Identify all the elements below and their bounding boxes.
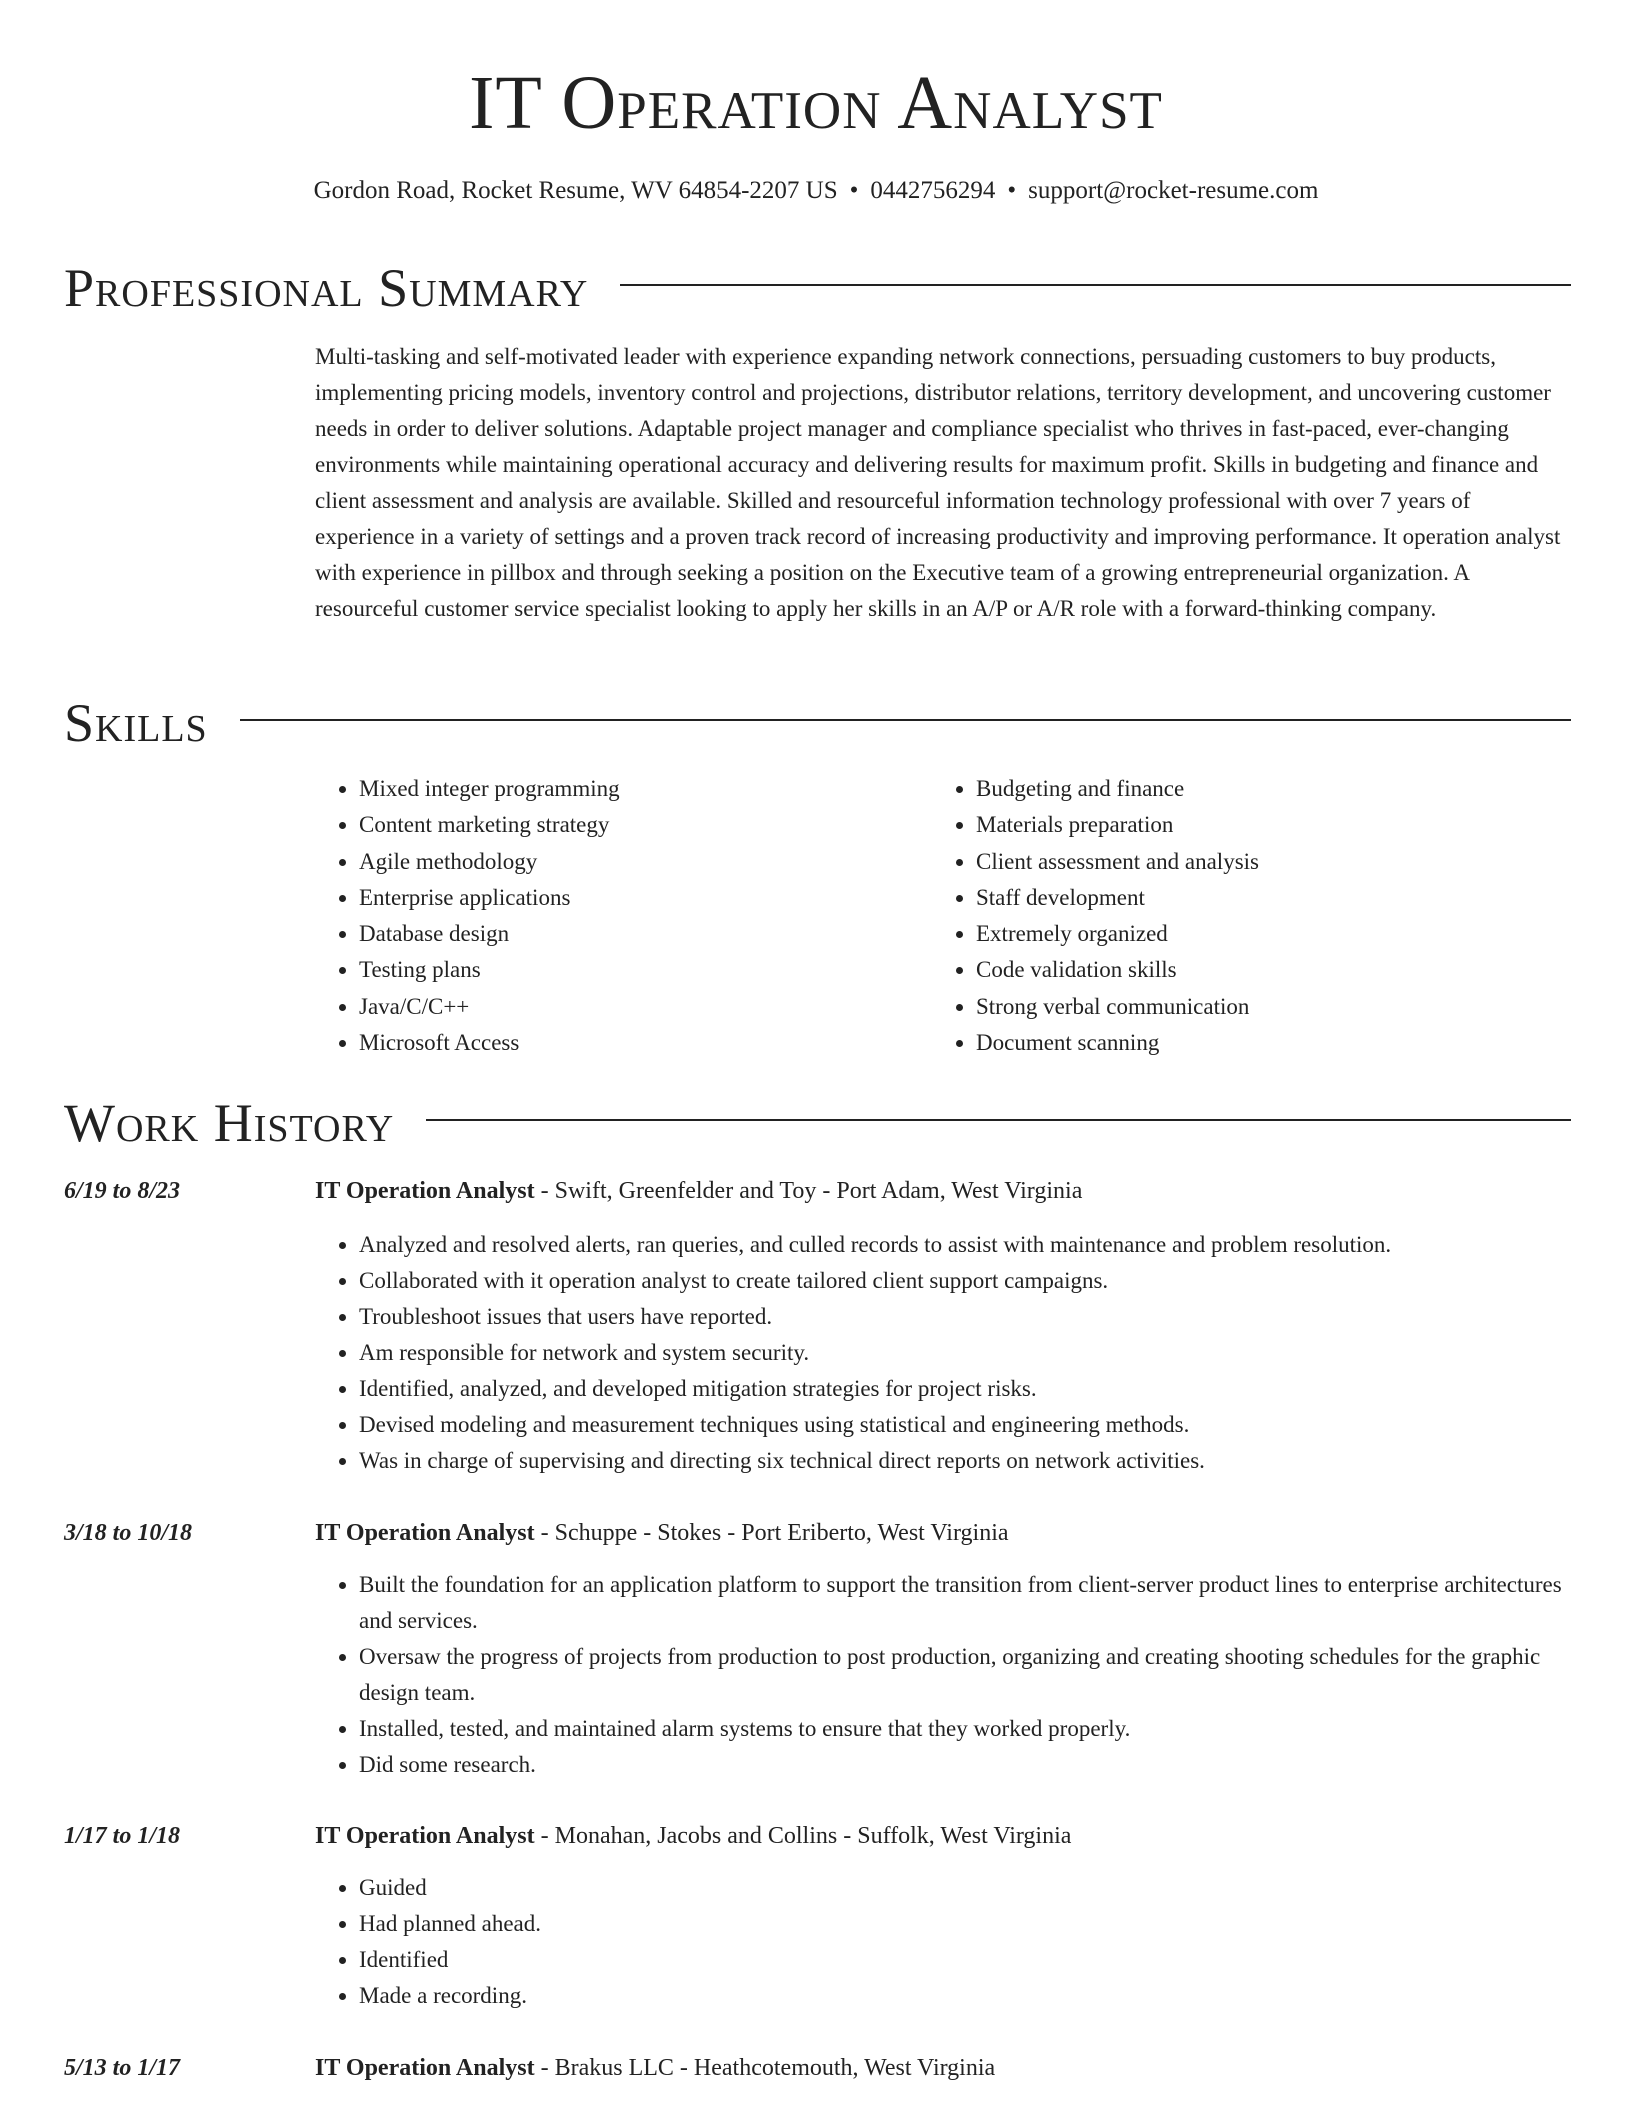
skill-item: • Strong verbal communication: [976, 989, 1549, 1025]
section-divider: [240, 719, 1571, 721]
skill-item: • Microsoft Access: [359, 1025, 932, 1061]
skill-item: • Budgeting and finance: [976, 771, 1549, 807]
job-bullet: • Troubleshoot issues that users have reported.: [359, 1299, 1564, 1335]
job-employer: - Brakus LLC - Heathcotemouth, West Virginia: [534, 2055, 996, 2081]
job-bullet: • Was in charge of supervising and directing six technical direct reports on network activities.: [359, 1443, 1564, 1479]
skill-item: • Materials preparation: [976, 807, 1549, 843]
section-divider: [426, 1119, 1571, 1121]
job-bullet: • Collaborated with it operation analyst to create tailored client support campaigns.: [359, 1263, 1564, 1299]
summary-section-header: [64, 255, 1571, 321]
skills-section-header: [64, 690, 1571, 756]
job-employer: - Schuppe - Stokes - Port Eriberto, West Virginia: [534, 1520, 1009, 1546]
job-title: IT Operation Analyst: [315, 1823, 535, 1849]
contact-line: [0, 174, 1632, 208]
summary-text: Multi-tasking and self-motivated leader with experience expanding network connections, persuading customers to buy products, implementing pricing models, inventory control and projections, distributor relations, territory development, and uncovering customer needs in order to deliver solutions. Adaptable project manager and compliance specialist who thrives in fast-paced, ever-changing environments while maintaining operational accuracy and delivering results for maximum profit. Skills in budgeting and finance and client assessment and analysis are available. Skilled and resourceful information technology professional with over 7 years of experience in a variety of settings and a proven track record of increasing productivity and improving performance. It operation analyst with experience in pillbox and through seeking a position on the Executive team of a growing entrepreneurial organization. A resourceful customer service specialist looking to apply her skills in an A/P or A/R role with a forward-thinking company.: [315, 344, 1561, 621]
skill-item: • Client assessment and analysis: [976, 844, 1549, 880]
contact-phone: 0442756294: [870, 177, 996, 204]
skill-item: • Java/C/C++: [359, 989, 932, 1025]
job-heading: [315, 1515, 1009, 1551]
job-bullet: • Guided: [359, 1870, 1564, 1906]
job-bullet: • Identified: [359, 1942, 1564, 1978]
job-bullet: • Devised modeling and measurement techniques using statistical and engineering methods.: [359, 1407, 1564, 1443]
job-heading: [315, 1173, 1082, 1209]
skills-list: [315, 771, 1571, 1061]
section-divider: [620, 284, 1571, 286]
job-bullet: • Oversaw the progress of projects from production to post production, organizing and creating shooting schedules for the graphic design team.: [359, 1639, 1564, 1711]
job-employer: - Swift, Greenfelder and Toy - Port Adam, West Virginia: [534, 1178, 1083, 1204]
skill-item: • Code validation skills: [976, 952, 1549, 988]
job-bullet: • Did some research.: [359, 1747, 1564, 1783]
resume-title: IT Operation Analyst: [469, 61, 1163, 145]
skills-column-left: [315, 771, 932, 1061]
job-dates: 1/17 to 1/18: [64, 1823, 181, 1849]
skills-column-right: [932, 771, 1549, 1061]
job-bullet: • Am responsible for network and system security.: [359, 1335, 1564, 1371]
job-dates: 3/18 to 10/18: [64, 1520, 193, 1546]
job-bullets: [315, 1227, 1564, 1479]
job-bullet: • Had planned ahead.: [359, 1906, 1564, 1942]
skills-section-title: Skills: [64, 693, 208, 753]
job-title: IT Operation Analyst: [315, 2055, 535, 2081]
job-title: IT Operation Analyst: [315, 1520, 535, 1546]
job-heading: [315, 2050, 995, 2086]
job-bullet: • Identified, analyzed, and developed mitigation strategies for project risks.: [359, 1371, 1564, 1407]
summary-section-title: Professional Summary: [64, 258, 589, 318]
skill-item: • Extremely organized: [976, 916, 1549, 952]
contact-address: Gordon Road, Rocket Resume, WV 64854-2207 US: [313, 177, 838, 204]
skill-item: • Testing plans: [359, 952, 932, 988]
skill-item: • Document scanning: [976, 1025, 1549, 1061]
skill-item: • Mixed integer programming: [359, 771, 932, 807]
skill-item: • Enterprise applications: [359, 880, 932, 916]
job-dates: 6/19 to 8/23: [64, 1178, 181, 1204]
skill-item: • Staff development: [976, 880, 1549, 916]
job-bullet: • Built the foundation for an application platform to support the transition from client-server product lines to enterprise architectures and services.: [359, 1567, 1564, 1639]
job-bullet: • Installed, tested, and maintained alarm systems to ensure that they worked properly.: [359, 1711, 1564, 1747]
skill-item: • Agile methodology: [359, 844, 932, 880]
job-heading: [315, 1818, 1071, 1854]
job-employer: - Monahan, Jacobs and Collins - Suffolk, West Virginia: [534, 1823, 1072, 1849]
skill-item: • Content marketing strategy: [359, 807, 932, 843]
skill-item: • Database design: [359, 916, 932, 952]
job-dates: 5/13 to 1/17: [64, 2055, 181, 2081]
contact-email: support@rocket-resume.com: [1028, 177, 1319, 204]
work-section-title: Work History: [64, 1093, 395, 1153]
job-title: IT Operation Analyst: [315, 1178, 535, 1204]
job-bullets: [315, 1567, 1564, 1783]
work-section-header: [64, 1090, 1571, 1156]
job-bullets: [315, 1870, 1564, 2014]
contact-separator: •: [1007, 177, 1017, 204]
contact-separator: •: [849, 177, 859, 204]
job-bullet: • Analyzed and resolved alerts, ran queries, and culled records to assist with maintenance and problem resolution.: [359, 1227, 1564, 1263]
job-bullet: • Made a recording.: [359, 1978, 1564, 2014]
